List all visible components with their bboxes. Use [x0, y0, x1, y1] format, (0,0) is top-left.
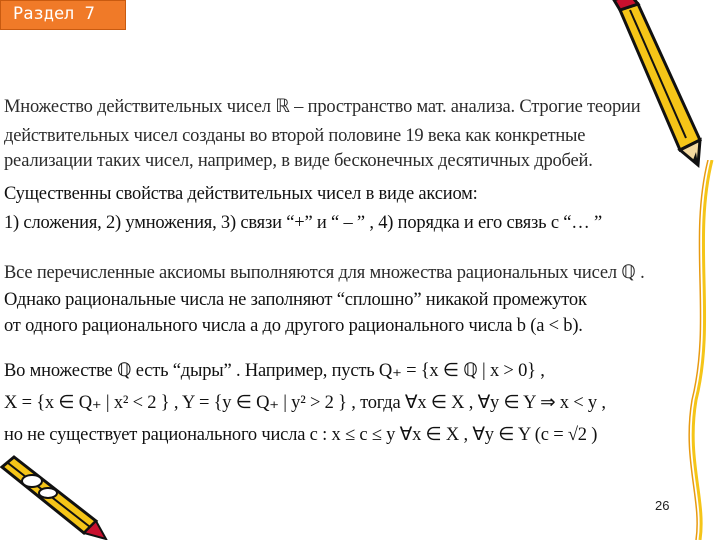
section-label: Раздел 7 — [13, 4, 95, 24]
text-line: от одного рационального числа a до другого рационального числа b (a < b). — [4, 316, 583, 336]
text-line: Однако рациональные числа не заполняют “сплошно” никакой промежуток — [4, 290, 587, 310]
text-line: Во множестве ℚ есть “дыры” . Например, пусть Q₊ = {x ∈ ℚ | x > 0} , — [4, 361, 545, 381]
text-line: но не существует рационального числа c : x ≤ c ≤ y ∀x ∈ X , ∀y ∈ Y (c = √2 ) — [4, 425, 598, 445]
section-tab — [0, 0, 126, 30]
text-line: реализации таких чисел, например, в виде бесконечных десятичных дробей. — [4, 151, 593, 171]
pencil-icon — [0, 455, 110, 540]
text-line: X = {x ∈ Q₊ | x² < 2 } , Y = {y ∈ Q₊ | y² > 2 } , тогда ∀x ∈ X , ∀y ∈ Y ⇒ x < y , — [4, 393, 606, 413]
text-line: Существенны свойства действительных чисел в виде аксиом: — [4, 184, 478, 204]
decorative-curve — [682, 160, 720, 540]
text-line: Все перечисленные аксиомы выполняются для множества рациональных чисел ℚ . — [4, 263, 645, 283]
text-line: Множество действительных чисел ℝ – пространство мат. анализа. Строгие теории — [4, 97, 641, 117]
pencil-icon — [600, 0, 710, 170]
page-number: 26 — [655, 498, 670, 513]
text-line: 1) сложения, 2) умножения, 3) связи “+” и “ – ” , 4) порядка и его связь с “… ” — [4, 213, 603, 233]
text-line: действительных чисел созданы во второй половине 19 века как конкретные — [4, 126, 586, 146]
